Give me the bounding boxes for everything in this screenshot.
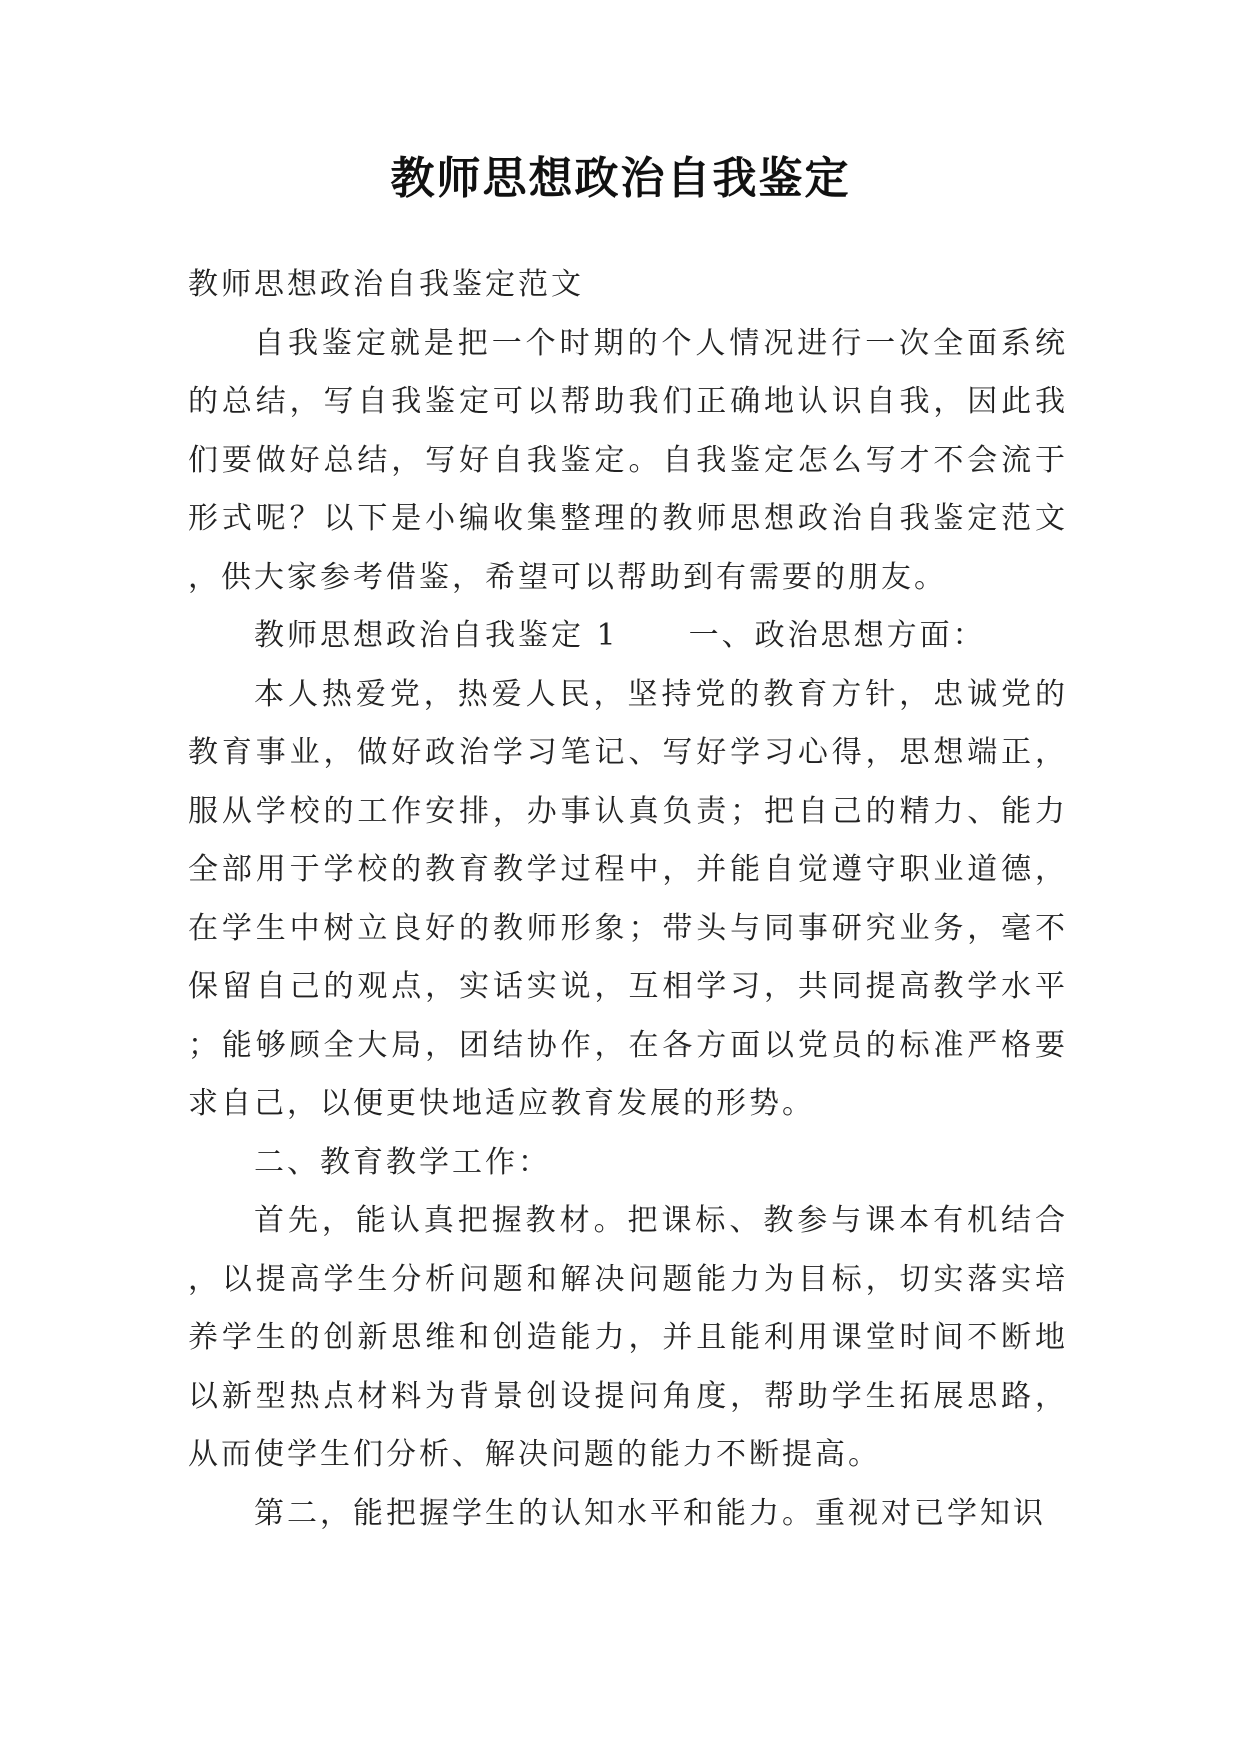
- section-2-paragraph-2: 第二，能把握学生的认知水平和能力。重视对已学知识: [254, 1495, 1046, 1531]
- section-1-label: 教师思想政治自我鉴定 1: [254, 618, 619, 653]
- document-subtitle: 教师思想政治自我鉴定范文: [188, 267, 584, 302]
- document-body: [188, 256, 1068, 1543]
- section-1-heading-line: [188, 607, 1068, 666]
- document-title: 教师思想政治自我鉴定: [390, 153, 851, 204]
- section-2-heading: 二、教育教学工作：: [254, 1144, 551, 1180]
- section-1-heading: 一、政治思想方面：: [688, 618, 986, 653]
- section-1-body-paragraph: 本人热爱党，热爱人民，坚持党的教育方针，忠诚党的教育事业，做好政治学习笔记、写好学习心得，思想端正，服从学校的工作安排，办事认真负责；把自己的精力、能力全部用于学校的教育教学过程中，并能自觉遵守职业道德，在学生中树立良好的教师形象；带头与同事研究业务，毫不保留自己的观点，实话实说，互相学习，共同提高教学水平；能够顾全大局，团结协作，在各方面以党员的标准严格要求自己，以便更快地适应教育发展的形势。: [188, 676, 1068, 1121]
- intro-paragraph: 自我鉴定就是把一个时期的个人情况进行一次全面系统的总结，写自我鉴定可以帮助我们正确地认识自我，因此我们要做好总结，写好自我鉴定。自我鉴定怎么写才不会流于形式呢？以下是小编收集整理的教师思想政治自我鉴定范文，供大家参考借鉴，希望可以帮助到有需要的朋友。: [188, 325, 1068, 595]
- section-2-paragraph-1: 首先，能认真把握教材。把课标、教参与课本有机结合，以提高学生分析问题和解决问题能力为目标，切实落实培养学生的创新思维和创造能力，并且能利用课堂时间不断地以新型热点材料为背景创设提问角度，帮助学生拓展思路，从而使学生们分析、解决问题的能力不断提高。: [188, 1203, 1068, 1472]
